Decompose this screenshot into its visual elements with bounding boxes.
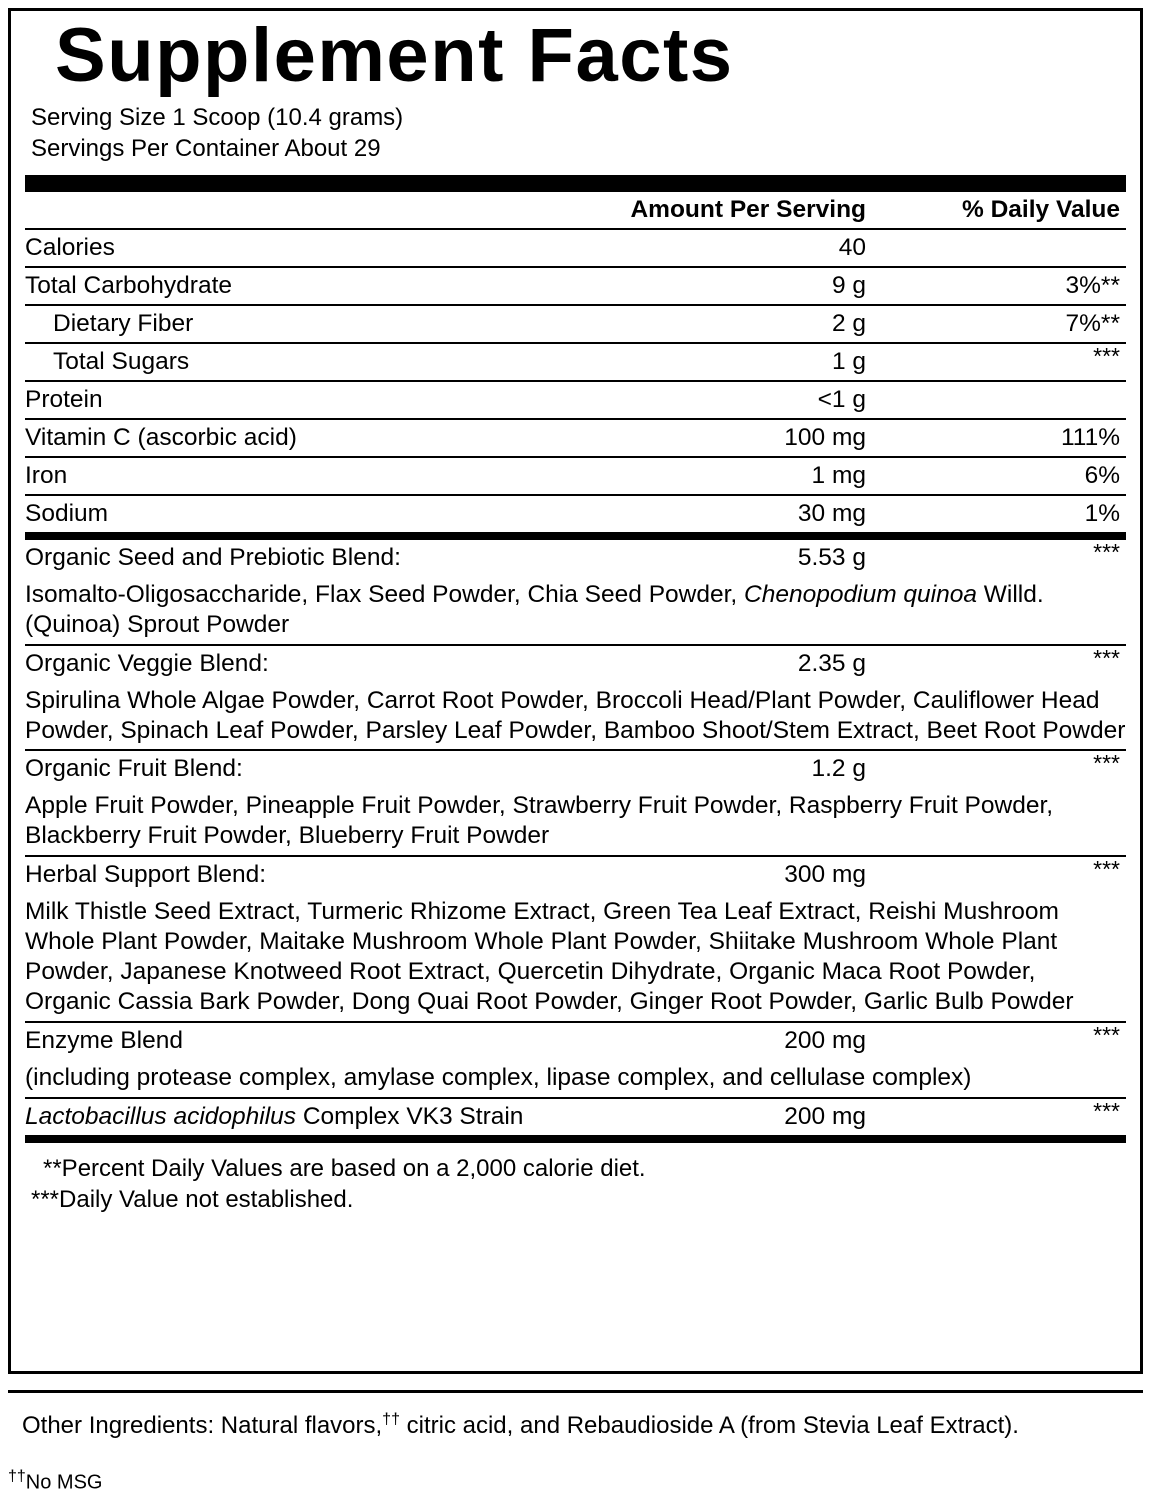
blend-amount: 300 mg (784, 861, 866, 889)
divider-medium-bottom (25, 1135, 1126, 1143)
table-row (25, 305, 1126, 343)
blend-ingredients (25, 576, 1126, 645)
nutrition-table (25, 192, 1126, 532)
nutrient-amount: 100 mg (616, 419, 950, 457)
nutrient-amount: 1 mg (616, 457, 950, 495)
table-header-row (25, 192, 1126, 229)
nutrient-amount: 2 g (616, 305, 950, 343)
other-ingredients-text-pre: Natural flavors, (220, 1412, 383, 1439)
blend-amount: 1.2 g (811, 755, 866, 783)
blend-ingredients: Spirulina Whole Algae Powder, Carrot Root Powder, Broccoli Head/Plant Powder, Cauliflower Head Powder, Spinach Leaf Powder, Parsley Leaf Powder, Bamboo Shoot/Stem Extract, Beet Root Powder (25, 682, 1126, 751)
nutrient-amount: 1 g (616, 343, 950, 381)
blend-ingredients-row (25, 576, 1126, 645)
probiotic-name-rest: Complex VK3 Strain (296, 1102, 524, 1130)
nutrient-dv: 111% (950, 419, 1126, 457)
blend-table (25, 540, 1126, 1135)
other-ingredients-text-post: citric acid, and Rebaudioside A (from Stevia Leaf Extract). (399, 1412, 1019, 1439)
other-ingredients (8, 1390, 1143, 1440)
nutrient-dv: 7%** (950, 305, 1126, 343)
blend-ingredients: Apple Fruit Powder, Pineapple Fruit Powder, Strawberry Fruit Powder, Raspberry Fruit Powder, Blackberry Fruit Powder, Blueberry Fruit Powder (25, 787, 1126, 856)
serving-size: Serving Size 1 Scoop (10.4 grams) (31, 104, 404, 132)
no-msg-text: No MSG (25, 1471, 103, 1494)
table-row (25, 229, 1126, 267)
probiotic-name (25, 1098, 616, 1135)
supplement-facts-panel (8, 8, 1143, 1374)
table-row (25, 381, 1126, 419)
table-row (25, 495, 1126, 532)
blend-dv: *** (1093, 644, 1120, 671)
blend-dv: *** (1093, 1021, 1120, 1048)
nutrient-name: Protein (25, 381, 616, 419)
blend-ingredients-row (25, 682, 1126, 751)
nutrient-dv: *** (950, 343, 1126, 381)
blend-name: Enzyme Blend (25, 1026, 183, 1054)
footnote-daily-values: **Percent Daily Values are based on a 2,000 calorie diet. (43, 1154, 646, 1182)
nutrient-amount: 30 mg (797, 499, 866, 527)
footnotes (25, 1153, 1126, 1216)
blend-row (25, 540, 1126, 576)
probiotic-amount: 200 mg (784, 1102, 866, 1130)
header-amount-per-serving: Amount Per Serving (616, 192, 950, 229)
table-row (25, 267, 1126, 305)
blend-amount: 5.53 g (797, 543, 866, 571)
nutrient-amount: <1 g (616, 381, 950, 419)
blend-row (25, 750, 1126, 787)
blend-name: Herbal Support Blend: (25, 861, 267, 889)
nutrient-dv (950, 229, 1126, 267)
blend-dv: *** (1093, 750, 1120, 777)
nutrient-name: Sodium (25, 499, 109, 527)
blend-amount: 2.35 g (797, 649, 866, 677)
table-row (25, 457, 1126, 495)
blend-ingredients: Milk Thistle Seed Extract, Turmeric Rhizome Extract, Green Tea Leaf Extract, Reishi Mushroom Whole Plant Powder, Maitake Mushroom Whole Plant Powder, Shiitake Mushroom Whole Plant Powder, Japanese Knotweed Root Extract, Quercetin Dihydrate, Organic Maca Root Powder, Organic Cassia Bark Powder, Dong Quai Root Powder, Ginger Root Powder, Garlic Bulb Powder (25, 893, 1126, 1022)
other-ingredients-label: Other Ingredients: (22, 1412, 221, 1439)
nutrient-dv (950, 381, 1126, 419)
probiotic-row (25, 1098, 1126, 1135)
blend-name: Organic Fruit Blend: (25, 755, 243, 783)
nutrient-name: Vitamin C (ascorbic acid) (25, 419, 616, 457)
probiotic-name-italic: Lactobacillus acidophilus (25, 1102, 297, 1130)
blend-amount: 200 mg (784, 1026, 866, 1054)
blend-row (25, 1022, 1126, 1059)
page-title: Supplement Facts (55, 13, 734, 98)
other-ingredients-dagger: †† (382, 1411, 400, 1428)
blend-name: Organic Seed and Prebiotic Blend: (25, 543, 401, 571)
blend-ingredients-pre: Isomalto-Oligosaccharide, Flax Seed Powder, Chia Seed Powder, (25, 580, 745, 608)
nutrient-name: Total Sugars (25, 343, 616, 381)
table-row (25, 419, 1126, 457)
no-msg-note (8, 1468, 102, 1495)
header-blank (25, 192, 616, 229)
table-row (25, 343, 1126, 381)
blend-row (25, 645, 1126, 682)
nutrient-amount: 40 (616, 229, 950, 267)
servings-per-container: Servings Per Container About 29 (31, 135, 381, 163)
blend-row (25, 856, 1126, 893)
serving-info (31, 103, 1126, 164)
blend-ingredients-row (25, 893, 1126, 1022)
blend-ingredients-row (25, 1059, 1126, 1098)
blend-dv: *** (1093, 538, 1120, 565)
nutrient-name: Calories (25, 229, 616, 267)
nutrient-dv: 1% (1084, 499, 1120, 527)
blend-ingredients-row (25, 787, 1126, 856)
probiotic-dv: *** (1093, 1097, 1120, 1124)
divider-medium (25, 532, 1126, 540)
divider-thick-top (25, 175, 1126, 192)
blend-ingredients-italic: Chenopodium quinoa (744, 580, 977, 608)
nutrient-name: Dietary Fiber (25, 305, 616, 343)
nutrient-name: Iron (25, 457, 616, 495)
no-msg-dagger: †† (8, 1468, 26, 1485)
nutrient-dv: 3%** (950, 267, 1126, 305)
blend-dv: *** (1093, 856, 1120, 883)
nutrient-amount: 9 g (616, 267, 950, 305)
blend-ingredients-post: Willd. (Quinoa) Sprout Powder (25, 580, 1044, 638)
nutrient-dv: 6% (950, 457, 1126, 495)
nutrient-name: Total Carbohydrate (25, 267, 616, 305)
footnote-no-dv: ***Daily Value not established. (31, 1186, 354, 1214)
header-daily-value: % Daily Value (950, 192, 1126, 229)
blend-ingredients: (including protease complex, amylase complex, lipase complex, and cellulase complex) (25, 1059, 1126, 1098)
blend-name: Organic Veggie Blend: (25, 649, 269, 677)
